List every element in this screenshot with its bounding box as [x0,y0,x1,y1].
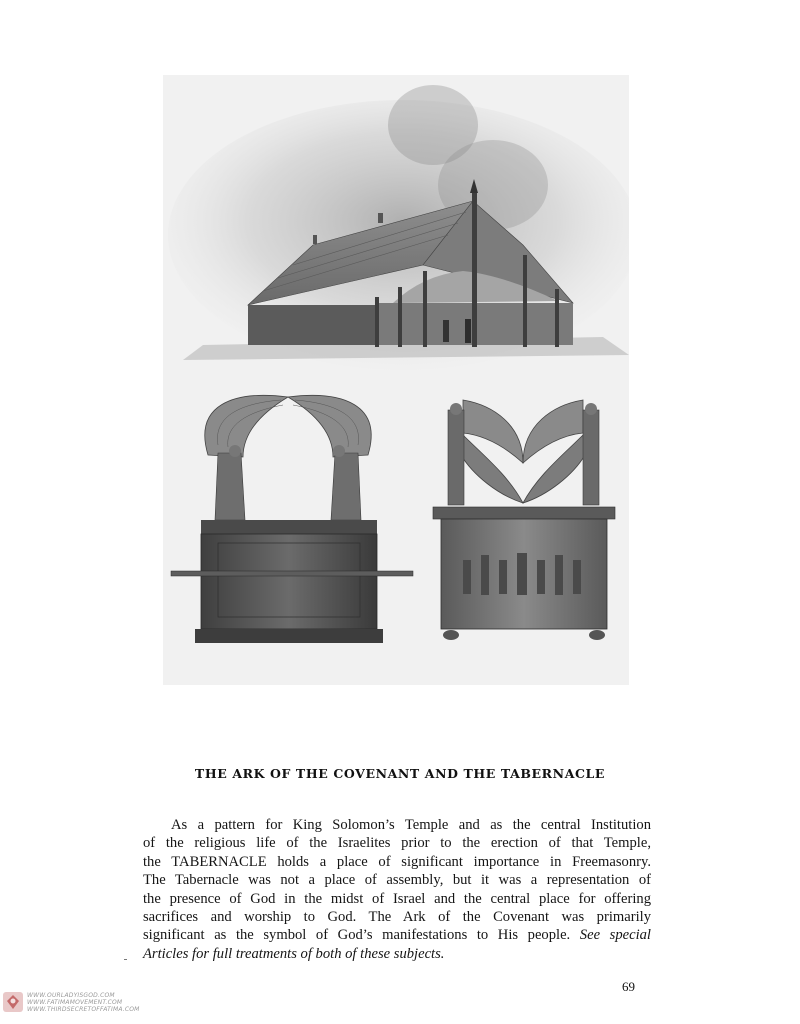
tabernacle-illustration [168,85,629,370]
page-number: 69 [622,979,635,994]
ark-foot-left [443,630,459,640]
margin-speck [124,959,127,960]
body-line-3: the TABERNACLE holds a place of significant importance in Freemasonry. [143,853,651,870]
left-cherub-head [229,445,241,457]
body-line-7 [143,926,651,944]
watermark-url-1: WWW.OURLADYISGOD.COM [27,991,115,999]
ark-front-illustration [433,400,615,640]
body-line-8: Articles for full treatments of both of these subjects. [143,945,445,962]
front-left-cherub [448,410,464,505]
body-line-4: The Tabernacle was not a place of assembly, but it was a representation of [143,872,651,889]
front-right-cherub-head [585,403,597,415]
ark-lid [201,520,377,534]
left-cherub-body [215,453,245,520]
left-cherub-wing [205,395,288,457]
body-line-1: As a pattern for King Solomon’s Temple and as the central Institution [171,817,651,833]
watermark-urls [27,992,140,1013]
figure-caption: THE ARK OF THE COVENANT AND THE TABERNACLE [194,766,606,781]
carrying-pole [171,571,413,576]
illustration-plate [163,75,629,685]
watermark-url-2: WWW.FATIMAMOVEMENT.COM [27,998,123,1006]
right-cherub-body [331,453,361,520]
ark-foot-right [589,630,605,640]
body-line-7-italic: See special [579,927,651,944]
body-line-6: sacrifices and worship to God. The Ark of the Covenant was primarily [143,909,651,926]
front-right-cherub [583,410,599,505]
roof-ornament-1 [378,213,383,223]
body-line-2: of the religious life of the Israelites prior to the erection of that Temple, [143,835,651,852]
body-line-7-text: significant as the symbol of God’s manifestations to His people. [143,927,571,944]
priest-figure-1 [443,320,449,342]
ark-side-illustration [171,395,413,643]
plate-drawing [163,75,629,685]
watermark-logo-icon [2,991,24,1013]
ark-box [201,534,377,629]
roof-ornament-2 [313,235,317,244]
ark-base [195,629,383,643]
watermark [2,991,140,1013]
body-line-5: the presence of God in the midst of Israel and the central place for offering [143,890,651,907]
watermark-url-3: WWW.THIRDSECRETOFFATIMA.COM [27,1005,140,1013]
front-left-cherub-head [450,403,462,415]
tent-side-wall [248,305,378,345]
front-ark-lid [433,507,615,519]
priest-figure-2 [465,319,471,343]
right-cherub-wing [288,395,371,457]
right-cherub-head [333,445,345,457]
body-paragraph [143,816,651,963]
